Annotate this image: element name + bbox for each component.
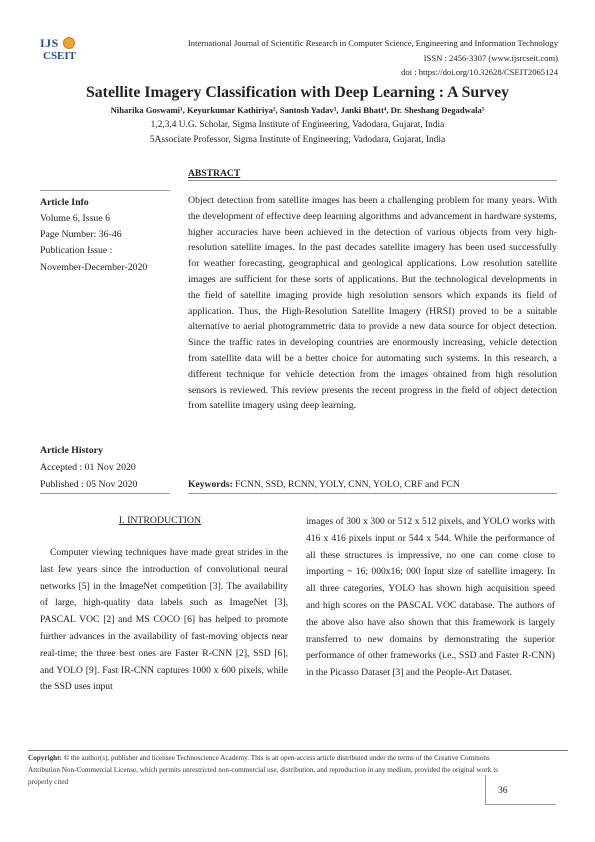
journal-logo [36,36,84,66]
keywords-list: FCNN, SSD, RCNN, YOLY, CNN, YOLO, CRF and FCN [235,479,460,490]
logo-top-text: IJS [40,36,59,50]
accepted-date: Accepted : 01 Nov 2020 [40,462,136,473]
issn: ISSN : 2456-3307 (www.ijsrcseit.com) [423,53,558,63]
journal-name: International Journal of Scientific Research in Computer Science, Engineering and Information Technology [187,38,558,48]
divider [188,180,557,181]
authors: Niharika Goswami¹, Keyurkumar Kathiriya², Santosh Yadav³, Janki Bhatt⁴, Dr. Sheshang Degadwala⁵ [110,105,485,115]
keywords [188,479,460,490]
page-number: 36 [498,785,508,796]
abstract-text: Object detection from satellite images has been a challenging problem for many years. With the development of effective deep learning algorithms and advancement in hardware systems, higher accuracies have been achieved in the detection of various objects from very high-resolution satellite images. In the past decades satellite imagery has been used successfully for weather forecasting, geographical and geological applications. Low resolution satellite images are sufficient for these sorts of applications. But the technological developments in the field of satellite imaging provide high resolution sensors which expands its field of application. Thus, the High-Resolution Satellite Imagery (HRSI) proved to be a suitable alternative to aerial photogrammetric data to provide a new data source for object detection. Since the traffic rates in developing countries are enormously increasing, vehicle detection from satellite data will be a better choice for automating such systems. In this research, a different technique for vehicle detection from the images obtained from high resolution sensors is reviewed. This review presents the recent progress in the field of object detection from satellite imagery using deep learning. [188,195,557,412]
published-date: Published : 05 Nov 2020 [40,479,138,490]
article-info-line: Volume 6, Issue 6 [40,213,111,224]
affiliation-1: 1,2,3,4 U.G. Scholar, Sigma Institute of Engineering, Vadodara, Gujarat, India [150,120,445,130]
affiliation-2: 5Associate Professor, Sigma Institute of Engineering, Vadodara, Gujarat, India [149,135,446,145]
footer-divider [28,750,568,751]
logo-bottom-text: CSEIT [43,50,77,62]
globe-icon [63,37,75,49]
page-number-box [485,775,556,805]
article-history-heading: Article History [40,445,103,456]
copyright-label: Copyright: © [28,754,70,762]
divider [40,493,170,494]
divider [188,493,557,494]
copyright-notice [28,752,508,789]
keywords-label: Keywords: [188,479,233,490]
copyright-text: the author(s), publisher and licensee Technoscience Academy. This is an open-access article distributed under the terms of the Creative Commons Attribution Non-Commercial License, which permits unrestricted non-commercial use, distribution, and reproduction in any medium, provided the original work is properly cited [28,754,498,787]
intro-column-1: Computer viewing techniques have made great strides in the last few years since the introduction of convolutional neural networks [5] in the ImageNet competition [3]. The availability of large, high-quality data labels such as ImageNet [3], PASCAL VOC [2] and MS COCO [6] has helped to promote further advances in the availability of fast-moving objects near real-time; the three best ones are Faster R-CNN [2], SSD [6], and YOLO [9]. Fast IR-CNN captures 1000 x 600 pixels, while the SSD uses input [40,547,288,693]
divider [40,190,170,191]
doi[interactable]: doi : https://doi.org/10.32628/CSEIT2065124 [401,67,558,77]
article-info-heading: Article Info [40,197,89,208]
article-info-line: Page Number: 36-46 [40,229,122,240]
abstract-heading: ABSTRACT [188,168,241,179]
paper-title: Satellite Imagery Classification with Deep Learning : A Survey [86,84,509,101]
intro-column-2: images of 300 x 300 or 512 x 512 pixels, and YOLO works with 416 x 416 pixels input or 544 x 544. While the performance of all these structures is impressive, no one can come close to importing ~ 16; 000x16; 000 Input size of satellite imagery. In all three categories, YOLO has shown high acquisition speed and high scores on the PASCAL VOC database. The authors of the above also have also shown that this framework is largely transferred to new domains by demonstrating the superior performance of other frameworks (i.e., SSD and Faster R-CNN) in the Picasso Dataset [3] and the People-Art Dataset. [306,516,555,679]
article-info-line: November-December-2020 [40,262,148,273]
section-heading: I. INTRODUCTION [118,515,202,526]
article-info-line: Publication Issue : [40,245,113,256]
